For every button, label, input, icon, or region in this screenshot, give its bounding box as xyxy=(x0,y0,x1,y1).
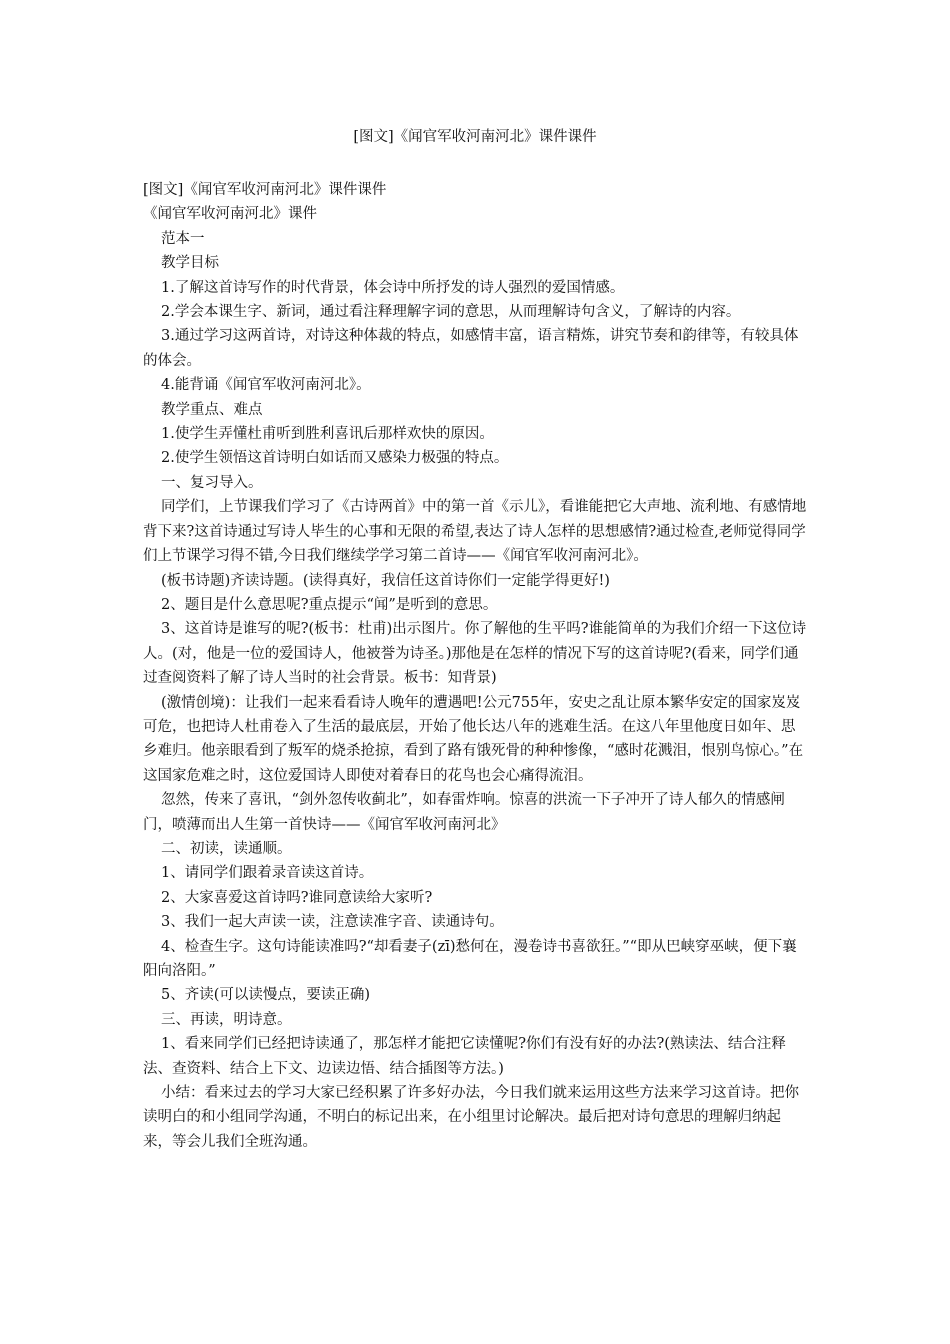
paragraph: 一、复习导入。 xyxy=(161,474,263,491)
paragraph: 忽然，传来了喜讯，“剑外忽传收蓟北”，如春雷炸响。惊喜的洪流一下子冲开了诗人郁久的情感闸门，喷薄而出人生第一首快诗——《闻官军收河南河北》 xyxy=(143,792,785,833)
paragraph: 2.学会本课生字、新词，通过看注释理解字词的意思，从而理解诗句含义，了解诗的内容。 xyxy=(161,304,741,321)
paragraph: 1.使学生弄懂杜甫听到胜利喜讯后那样欢快的原因。 xyxy=(161,426,494,443)
paragraph: 3.通过学习这两首诗，对诗这种体裁的特点，如感情丰富，语言精炼，讲究节奏和韵律等，有较具体的体会。 xyxy=(143,328,799,369)
paragraph: (板书诗题)齐读诗题。(读得真好，我信任这首诗你们一定能学得更好!) xyxy=(161,572,610,589)
paragraph: 2、题目是什么意思呢?重点提示“闻”是听到的意思。 xyxy=(161,596,498,613)
paragraph: 范本一 xyxy=(161,230,205,247)
paragraph: 2、大家喜爱这首诗吗?谁同意读给大家听? xyxy=(161,889,433,906)
body-subheading: 《闻官军收河南河北》课件 xyxy=(143,206,317,223)
paragraph: 1、请同学们跟着录音读这首诗。 xyxy=(161,865,374,882)
paragraph: 4、检查生字。这句诗能读准吗?“却看妻子(zī)愁何在，漫卷诗书喜欲狂。”“即从巴峡穿巫峡，便下襄阳向洛阳。” xyxy=(143,938,797,979)
paragraph: 同学们，上节课我们学习了《古诗两首》中的第一首《示儿》，看谁能把它大声地、流利地、有感情地背下来?这首诗通过写诗人毕生的心事和无限的希望,表达了诗人怎样的思想感情?通过检查,老师觉得同学们上节课学习得不错,今日我们继续学学习第二首诗——《闻官军收河南河北》。 xyxy=(143,499,807,565)
paragraph: 3、这首诗是谁写的呢?(板书：杜甫)出示图片。你了解他的生平吗?谁能简单的为我们介绍一下这位诗人。(对，他是一位的爱国诗人，他被誉为诗圣。)那他是在怎样的情况下写的这首诗呢?(看来，同学们通过查阅资料了解了诗人当时的社会背景。板书：知背景) xyxy=(143,621,807,687)
paragraph: 5、齐读(可以读慢点，要读正确) xyxy=(161,987,371,1004)
paragraph: 三、再读，明诗意。 xyxy=(161,1011,292,1028)
paragraph: 二、初读，读通顺。 xyxy=(161,840,292,857)
paragraph: 2.使学生领悟这首诗明白如话而又感染力极强的特点。 xyxy=(161,450,509,467)
paragraph: (激情创境)：让我们一起来看看诗人晚年的遭遇吧!公元755年，安史之乱让原本繁华安定的国家岌岌可危，也把诗人杜甫卷入了生活的最底层，开始了他长达八年的逃难生活。在这八年里他度日如年、思乡难归。他亲眼看到了叛军的烧杀抢掠，看到了路有饿死骨的种种惨像，“感时花溅泪，恨别鸟惊心。”在这国家危难之时，这位爱国诗人即使对着春日的花鸟也会心痛得流泪。 xyxy=(143,694,804,784)
paragraph: 3、我们一起大声读一读，注意读准字音、读通诗句。 xyxy=(161,914,504,931)
document-title: [图文]《闻官军收河南河北》课件课件 xyxy=(353,129,597,145)
paragraph: 1.了解这首诗写作的时代背景，体会诗中所抒发的诗人强烈的爱国情感。 xyxy=(161,279,625,296)
body-heading: [图文]《闻官军收河南河北》课件课件 xyxy=(143,182,387,198)
paragraph: 教学目标 xyxy=(161,255,219,272)
document-body xyxy=(143,178,807,1154)
paragraph: 教学重点、难点 xyxy=(161,401,263,418)
paragraph: 1、看来同学们已经把诗读通了，那怎样才能把它读懂呢?你们有没有好的办法?(熟读法、结合注释法、查资料、结合上下文、边读边悟、结合插图等方法。) xyxy=(143,1036,786,1077)
paragraph: 4.能背诵《闻官军收河南河北》。 xyxy=(161,377,371,394)
paragraph: 小结：看来过去的学习大家已经积累了许多好办法，今日我们就来运用这些方法来学习这首诗。把你读明白的和小组同学沟通，不明白的标记出来，在小组里讨论解决。最后把对诗句意思的理解归纳起来，等会儿我们全班沟通。 xyxy=(143,1085,799,1150)
